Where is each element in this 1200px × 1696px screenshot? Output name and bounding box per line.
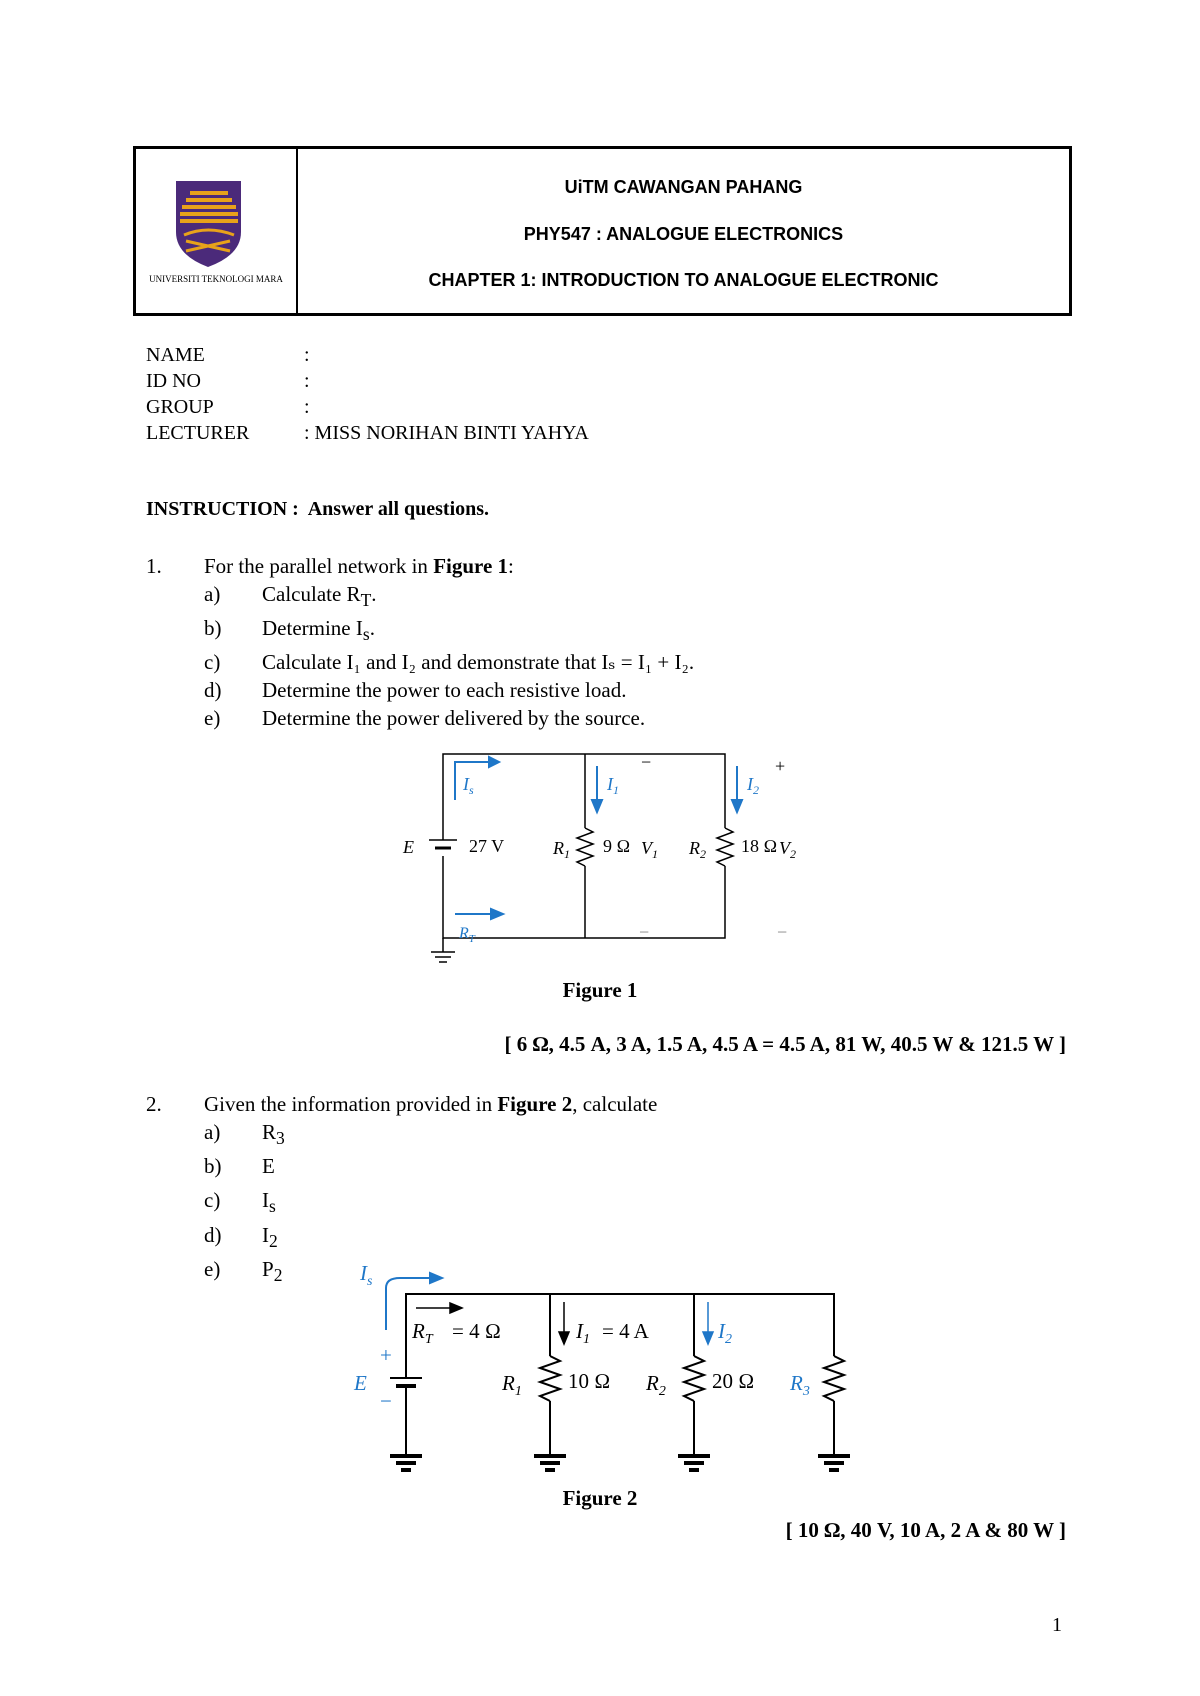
- header-line-3: CHAPTER 1: INTRODUCTION TO ANALOGUE ELECTRONIC: [428, 270, 939, 290]
- q1-part-a: a) Calculate $R_T$.: [204, 582, 377, 611]
- fig2-rt-label: $R_T$: [412, 1319, 433, 1347]
- q1-part-d: d) Determine the power to each resistive load.: [204, 678, 627, 703]
- question-2-parts: [204, 1118, 285, 1289]
- fig2-i1-value: = 4 A: [602, 1319, 649, 1343]
- question-2: 2. Given the information provided in Figure 2, calculate: [146, 1092, 658, 1116]
- fig1-r1-label: $R_1$: [553, 838, 570, 861]
- info-row-id: ID NO :: [146, 370, 310, 392]
- fig2-r3-label: $R_3$: [790, 1371, 810, 1399]
- figure-2-caption: Figure 2: [562, 1486, 638, 1510]
- fig1-rt-label: $R_T$: [459, 925, 475, 945]
- fig2-i1-label: $I_1$: [576, 1319, 590, 1347]
- page-number: 1: [1052, 1614, 1062, 1636]
- q2-part-e: e) $P_2$: [204, 1256, 283, 1285]
- fig1-r2-label: $R_2$: [689, 838, 706, 861]
- fig1-v1-bottom: −: [639, 922, 650, 942]
- fig2-plus: +: [380, 1343, 392, 1367]
- info-row-name: NAME :: [146, 344, 310, 366]
- fig2-minus: −: [380, 1389, 392, 1413]
- svg-text:UNIVERSITI TEKNOLOGI MARA: UNIVERSITI TEKNOLOGI MARA: [149, 274, 283, 284]
- fig1-r1-value: 9 Ω: [603, 836, 631, 856]
- q1-part-b: b) Determine $I_s$.: [204, 616, 375, 645]
- header-line-2: PHY547 : ANALOGUE ELECTRONICS: [523, 224, 844, 244]
- figure-1-circuit: [395, 740, 815, 980]
- q1-part-c: c) Calculate I₁ and I₂ and demonstrate that Iₛ = I₁ + I₂.: [204, 650, 695, 675]
- fig2-is-label: $I_s$: [360, 1261, 373, 1289]
- fig1-is-label: $I_s$: [463, 774, 474, 797]
- fig1-r2-value: 18 Ω: [741, 836, 778, 856]
- info-row-lecturer: LECTURER : MISS NORIHAN BINTI YAHYA: [146, 422, 589, 444]
- fig1-v2-plus: +: [775, 756, 786, 776]
- fig1-v2-label: $V_2$: [779, 838, 796, 861]
- question-1-answer: [ 6 Ω, 4.5 A, 3 A, 1.5 A, 4.5 A = 4.5 A, 81 W, 40.5 W & 121.5 W ]: [504, 1032, 1066, 1056]
- q2-part-d: d) $I_2$: [204, 1222, 278, 1251]
- q2-part-c: c) $I_s$: [204, 1188, 276, 1217]
- fig2-r2-value: 20 Ω: [712, 1369, 755, 1393]
- fig2-r1-value: 10 Ω: [568, 1369, 611, 1393]
- instruction: INSTRUCTION : Answer all questions.: [146, 498, 490, 520]
- question-1: 1. For the parallel network in Figure 1:: [146, 554, 514, 578]
- fig1-e-label: E: [403, 837, 414, 857]
- fig1-v2-minus: −: [777, 922, 788, 942]
- info-row-group: GROUP :: [146, 396, 310, 418]
- question-1-parts: [204, 580, 694, 732]
- fig2-e-label: E: [354, 1371, 367, 1395]
- q2-part-a: a) $R_3$: [204, 1120, 285, 1149]
- fig1-e-value: 27 V: [469, 836, 505, 856]
- fig1-v1-minus: −: [641, 752, 652, 772]
- question-2-answer: [ 10 Ω, 40 V, 10 A, 2 A & 80 W ]: [785, 1518, 1066, 1542]
- uitm-logo: [146, 177, 286, 287]
- fig1-i1-label: $I_1$: [607, 774, 619, 797]
- fig2-rt-value: = 4 Ω: [452, 1319, 501, 1343]
- fig1-v1-label: $V_1$: [641, 838, 658, 861]
- q2-part-b: b) E: [204, 1154, 275, 1179]
- figure-1-caption: Figure 1: [562, 978, 638, 1002]
- fig2-r1-label: $R_1$: [502, 1371, 522, 1399]
- student-info: [146, 342, 589, 446]
- header-box: [133, 146, 1072, 316]
- header-line-1: UiTM CAWANGAN PAHANG: [564, 177, 803, 197]
- fig2-i2-label: $I_2$: [718, 1319, 732, 1347]
- q1-part-e: e) Determine the power delivered by the source.: [204, 706, 646, 731]
- fig2-r2-label: $R_2$: [646, 1371, 666, 1399]
- fig1-i2-label: $I_2$: [747, 774, 759, 797]
